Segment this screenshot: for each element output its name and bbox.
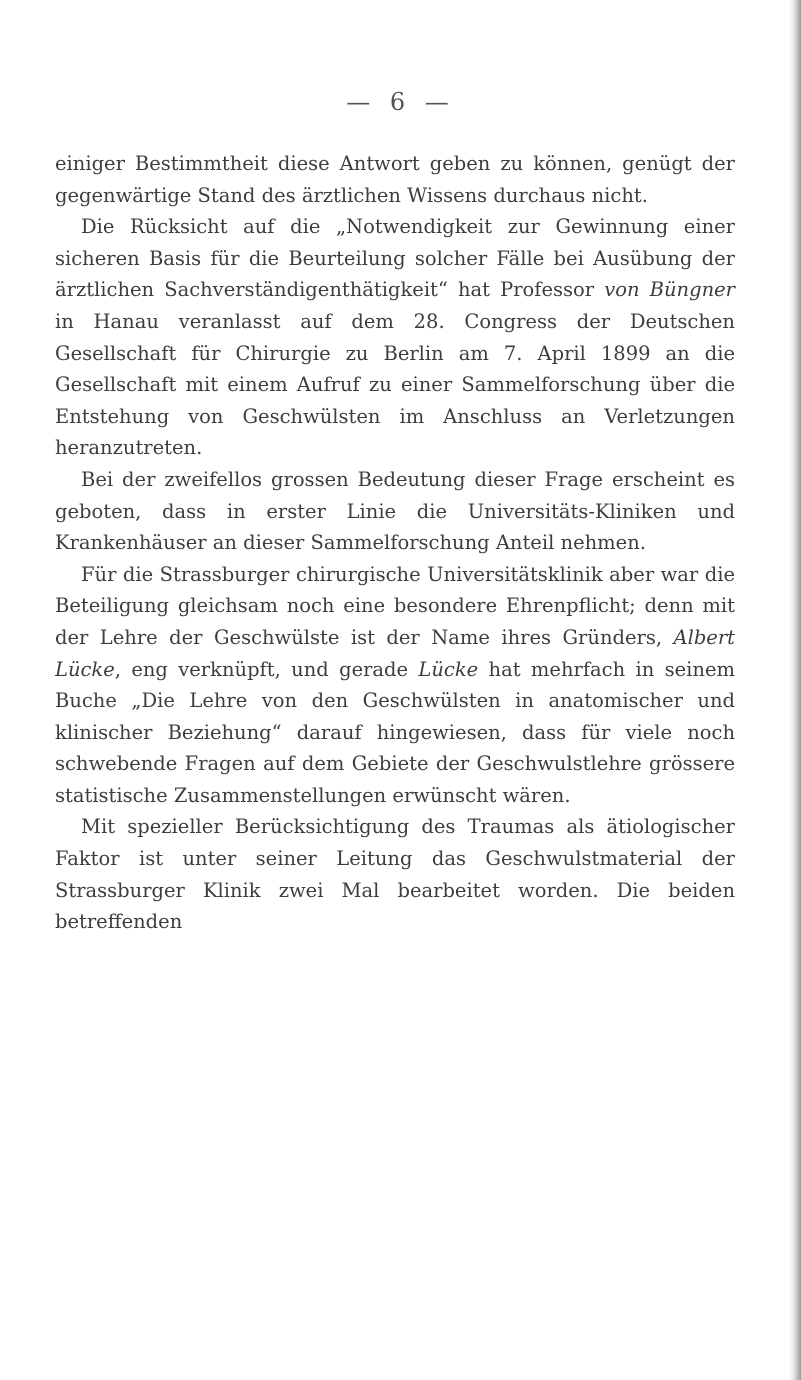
italic-name: Lücke <box>418 657 479 681</box>
text-segment: Mit spezieller Berücksichtigung des Traumas als ätiologischer Faktor ist unter seiner Leitung das Geschwulstmaterial der Strassburger Klinik zwei Mal bearbeitet worden. Die beiden betreffenden <box>55 815 735 934</box>
text-segment: einiger Bestimmtheit diese Antwort geben zu können, genügt der gegenwärtige Stand des ärztlichen Wissens durchaus nicht. <box>55 152 735 207</box>
paragraph <box>55 559 735 812</box>
paragraph <box>55 148 735 211</box>
text-segment: Die Rücksicht auf die „Notwendigkeit zur Gewinnung einer sicheren Basis für die Beurteilung solcher Fälle bei Ausübung der ärztlichen Sachverständigenthätigkeit“ hat Professor <box>55 215 735 302</box>
paragraph <box>55 811 735 937</box>
text-segment: in Hanau veranlasst auf dem 28. Congress der Deutschen Gesellschaft für Chirurgie zu Berlin am 7. April 1899 an die Gesellschaft mit einem Aufruf zu einer Sammelforschung über die Entstehung von Geschwülsten im Anschluss an Verletzungen heranzutreten. <box>55 309 735 460</box>
italic-name: von Büngner <box>604 278 735 302</box>
body-text <box>55 148 735 938</box>
text-segment: Bei der zweifellos grossen Bedeutung dieser Frage erscheint es geboten, dass in erster Linie die Universitäts-Kliniken und Krankenhäuser an dieser Sammelforschung Anteil nehmen. <box>55 467 735 555</box>
paragraph <box>55 211 735 464</box>
page-edge-shadow <box>789 0 801 1380</box>
text-segment: , eng verknüpft, und gerade <box>114 657 419 681</box>
text-segment: hat mehrfach in seinem Buche „Die Lehre von den Geschwülsten in anatomischer und klinischer Beziehung“ darauf hingewiesen, dass für viele noch schwebende Fragen auf dem Gebiete der Geschwulstlehre grössere statistische Zusammenstellungen erwünscht wären. <box>55 657 735 807</box>
text-segment: Für die Strassburger chirurgische Universitätsklinik aber war die Beteiligung gleichsam noch eine besondere Ehrenpflicht; denn mit der Lehre der Geschwülste ist der Name ihres Gründers, <box>55 562 735 649</box>
italic-name: Albert Lücke <box>55 625 735 681</box>
paragraph <box>55 464 735 559</box>
page-number: — 6 — <box>346 88 455 116</box>
